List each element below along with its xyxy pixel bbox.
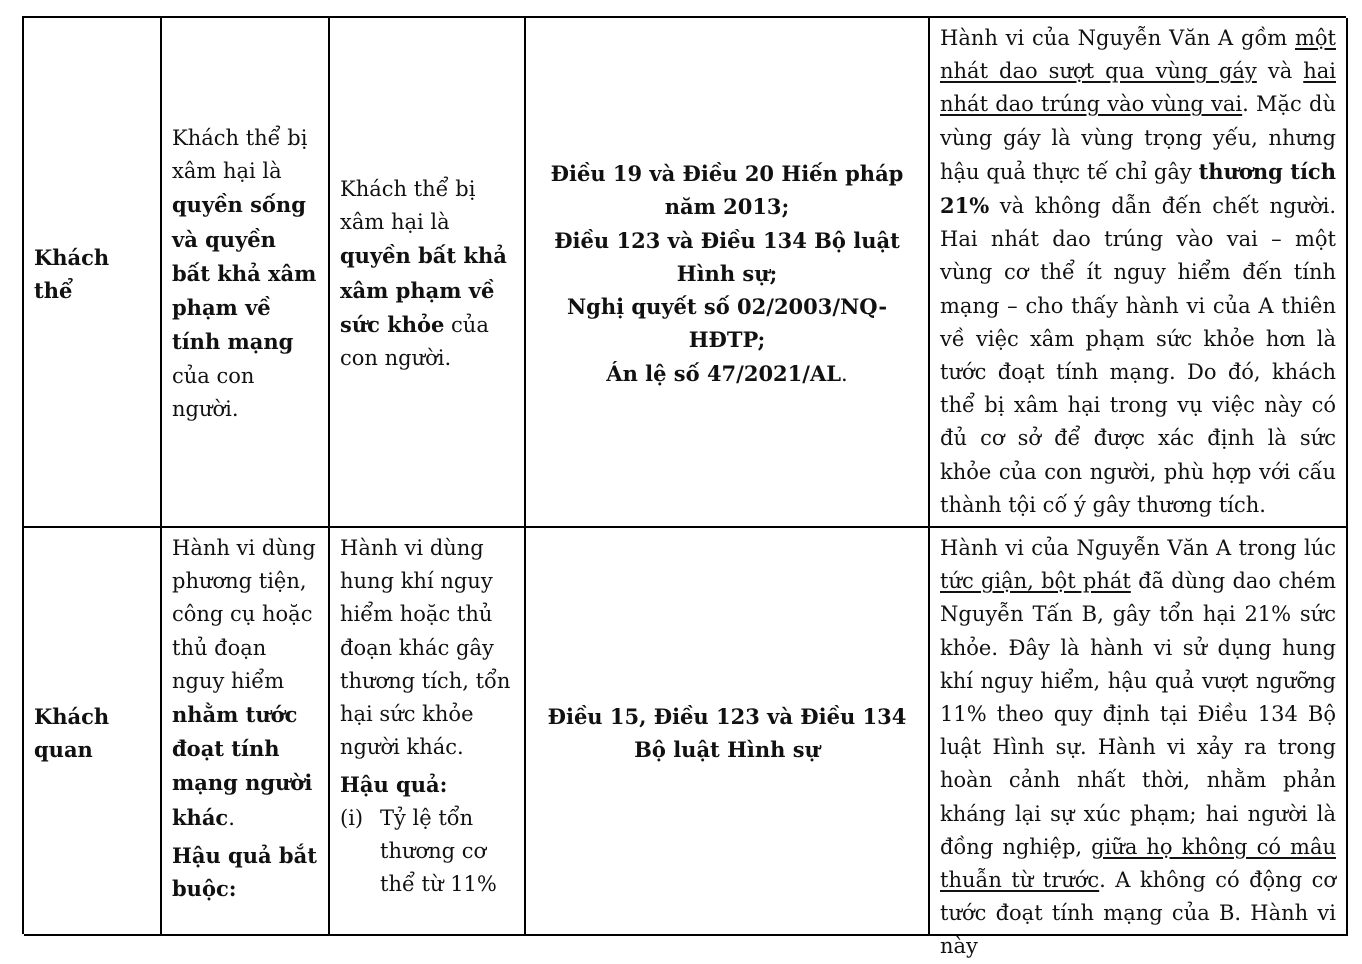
row-label-text: Khách quan (34, 703, 110, 762)
text-span: và (1256, 59, 1304, 84)
legal-line-text: Án lệ số 47/2021/AL (606, 360, 842, 386)
text-span: Hành vi của Nguyễn Văn A trong lúc (940, 536, 1336, 560)
row2-analysis (940, 532, 1336, 964)
text-span: . A không có động cơ tước đoạt tính mạng của B. Hành vi này (940, 868, 1336, 959)
legal-line: Điều 123 và Điều 134 Bộ luật Hình sự; (554, 227, 900, 286)
text-span: của con người. (340, 312, 489, 370)
row1-col3-cell (330, 18, 526, 528)
list-item-text: Tỷ lệ tổn thương cơ thể từ 11% (380, 805, 497, 897)
underline-span: hai nhát dao trúng vào vùng vai (940, 59, 1337, 117)
text-span: đã dùng dao chém Nguyễn Tấn B, gây tổn hại 21% sức khỏe. Đây là hành vi sử dụng hung khí nguy hiểm, hậu quả vượt ngưỡng 11% theo quy định tại Điều 134 Bộ luật Hình sự. Hành vi xảy ra trong hoàn cảnh nhất thời, nhằm phản kháng lại sự xúc phạm; hai người là đồng nghiệp, (940, 569, 1336, 859)
row1-legal-basis (536, 157, 918, 390)
underline-span: giữa họ không có mâu thuẫn từ trước (940, 834, 1336, 893)
text-span: Hành vi của Nguyễn Văn A gồm (940, 26, 1295, 50)
row-label-khach-quan (24, 528, 162, 936)
row2-col5-cell (930, 528, 1348, 959)
legal-line-end: . (841, 361, 848, 386)
text-span: và không dẫn đến chết người. Hai nhát dao trúng vào vai – một vùng cơ thể ít nguy hiểm đến tính mạng – cho thấy hành vi của A thiên về việc xâm phạm sức khỏe hơn là tước đoạt tính mạng. Do đó, khách thể bị xâm hại trong vụ việc này có đủ cơ sở để được xác định là sức khỏe của con người, phù hợp với cấu thành tội cố ý gây thương tích. (940, 194, 1336, 517)
legal-line: Nghị quyết số 02/2003/NQ-HĐTP; (566, 294, 888, 353)
row-label-text: Khách thể (34, 244, 110, 303)
row1-col5-cell (930, 18, 1348, 528)
row1-col2-text (172, 122, 318, 426)
row2-legal-basis: Điều 15, Điều 123 và Điều 134 Bộ luật Hình sự (547, 703, 907, 762)
analysis-table (22, 16, 1346, 959)
list-item-number: (i) (340, 805, 364, 830)
required-consequence-heading: Hậu quả bắt buộc: (172, 842, 317, 902)
bold-span: quyền bất khả xâm phạm về sức khỏe (340, 243, 507, 337)
legal-line (536, 357, 918, 391)
row1-col4-cell (526, 18, 930, 528)
row2-col2-cell (162, 528, 330, 936)
text-span: Khách thể bị xâm hại là (172, 126, 308, 184)
text-span: . (228, 805, 235, 830)
bold-span: quyền sống và quyền bất khả xâm phạm về tính mạng (172, 192, 317, 355)
text-span: Hành vi dùng phương tiện, công cụ hoặc thủ đoạn nguy hiểm (172, 536, 316, 693)
row1-col2-cell (162, 18, 330, 528)
legal-line: Điều 19 và Điều 20 Hiến pháp năm 2013; (550, 161, 904, 220)
text-span: của con người. (172, 363, 255, 421)
row1-analysis (940, 22, 1336, 522)
consequence-heading: Hậu quả: (340, 772, 448, 798)
bold-span: thương tích 21% (940, 158, 1336, 219)
row2-col2-text (172, 532, 318, 835)
row2-col4-cell (526, 528, 930, 936)
row2-col3-cell (330, 528, 526, 936)
bold-span: nhằm tước đoạt tính mạng người khác (172, 702, 313, 830)
row2-col3-text: Hành vi dùng hung khí nguy hiểm hoặc thủ đoạn khác gây thương tích, tổn hại sức khỏe người khác. (340, 536, 511, 760)
row-label-khach-the (24, 18, 162, 528)
text-span: . Mặc dù vùng gáy là vùng trọng yếu, nhưng hậu quả thực tế chỉ gây (940, 92, 1336, 184)
row1-col3-text (340, 173, 514, 375)
underline-span: một nhát dao sượt qua vùng gáy (940, 26, 1336, 84)
text-span: Khách thể bị xâm hại là (340, 176, 476, 235)
underline-span: tức giận, bột phát (940, 569, 1131, 594)
list-item (340, 802, 514, 902)
